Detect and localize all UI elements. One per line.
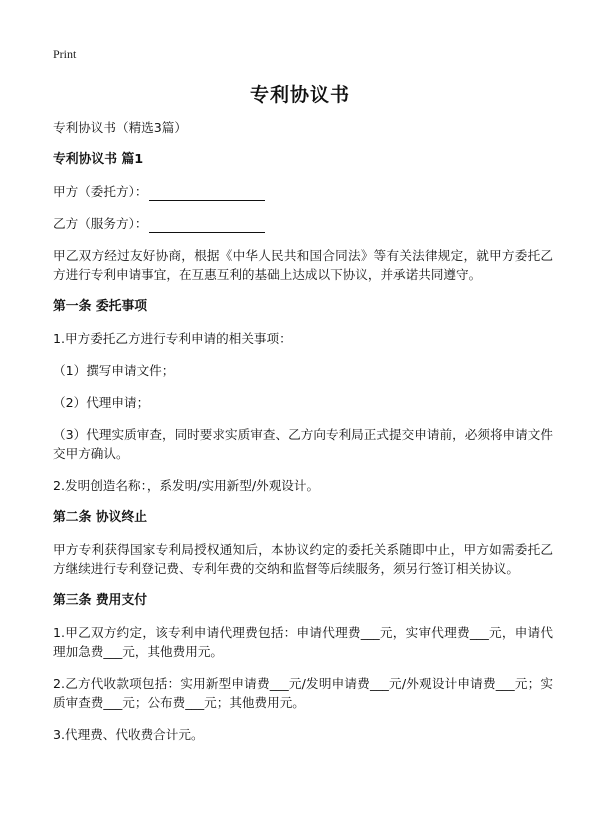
- party-a-label: 甲方（委托方）：: [53, 184, 148, 199]
- party-b-line: [53, 214, 553, 233]
- section-3-heading: 第三条 费用支付: [53, 593, 148, 608]
- section-1-sub-1: （1）撰写申请文件；: [53, 363, 175, 378]
- section-3-item-3: 3.代理费、代收费合计元。: [53, 727, 204, 742]
- section-1-sub-2: （2）代理申请；: [53, 395, 150, 410]
- section-2-heading: 第二条 协议终止: [53, 510, 148, 525]
- section-3-item-2: 2.乙方代收款项包括：实用新型申请费___元/发明申请费___元/外观设计申请费___元；实质审查费___元；公布费___元；其他费用元。: [53, 676, 553, 710]
- section-3-item-1: 1.甲乙双方约定，该专利申请代理费包括：申请代理费___元，实审代理费___元，申请代理加急费___元，其他费用元。: [53, 625, 553, 659]
- party-b-label: 乙方（服务方）：: [53, 216, 148, 231]
- section-1-heading: 第一条 委托事项: [53, 299, 148, 314]
- print-link[interactable]: Print: [53, 47, 77, 61]
- article-heading: 专利协议书 篇1: [53, 152, 144, 167]
- party-a-blank: [149, 186, 265, 201]
- document-body: [53, 118, 553, 744]
- intro-paragraph: 甲乙双方经过友好协商，根据《中华人民共和国合同法》等有关法律规定，就甲方委托乙方进行专利申请事宜，在互惠互利的基础上达成以下协议，并承诺共同遵守。: [53, 248, 553, 282]
- section-1-item-1: 1.甲方委托乙方进行专利申请的相关事项：: [53, 331, 292, 346]
- section-1-item-2: 2.发明创造名称：，系发明/实用新型/外观设计。: [53, 478, 320, 493]
- document-subtitle: 专利协议书（精选3篇）: [53, 120, 187, 135]
- party-a-line: [53, 182, 553, 201]
- page-title: 专利协议书: [249, 84, 350, 106]
- section-2-text: 甲方专利获得国家专利局授权通知后，本协议约定的委托关系随即中止，甲方如需委托乙方继续进行专利登记费、专利年费的交纳和监督等后续服务，须另行签订相关协议。: [53, 542, 553, 576]
- section-1-sub-3: （3）代理实质审查，同时要求实质审查、乙方向专利局正式提交申请前，必须将申请文件交甲方确认。: [53, 427, 553, 461]
- party-b-blank: [149, 218, 265, 233]
